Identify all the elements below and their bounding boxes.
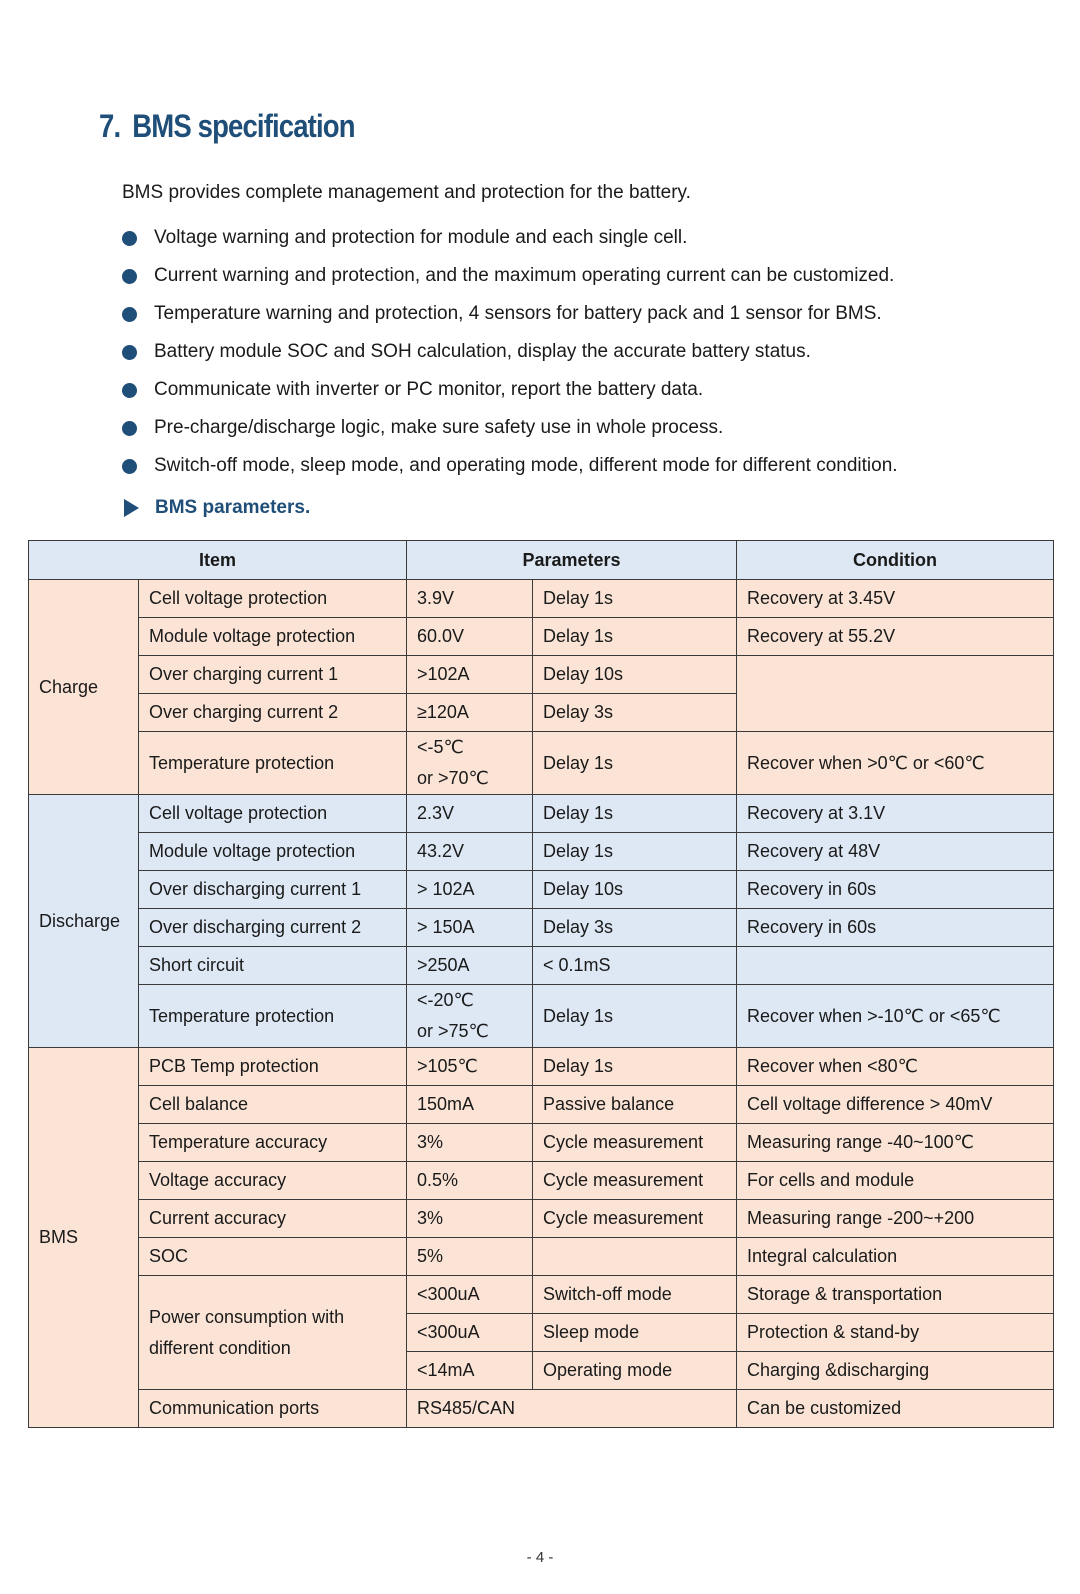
table-row: Temperature accuracy 3% Cycle measurement Measuring range -40~100℃ [29,1124,1054,1162]
section-title-text: BMS specification [132,108,355,144]
triangle-right-icon [124,499,139,517]
table-row: Short circuit >250A < 0.1mS [29,947,1054,985]
table-row: Discharge Cell voltage protection 2.3V Delay 1s Recovery at 3.1V [29,795,1054,833]
table-row: Communication ports RS485/CAN Can be customized [29,1390,1054,1428]
table-row: Over discharging current 1 > 102A Delay 10s Recovery in 60s [29,871,1054,909]
table-row: Over discharging current 2 > 150A Delay 3s Recovery in 60s [29,909,1054,947]
feature-item: Voltage warning and protection for module and each single cell. [122,219,898,257]
feature-item: Temperature warning and protection, 4 sensors for battery pack and 1 sensor for BMS. [122,295,898,333]
table-row: Module voltage protection 60.0V Delay 1s Recovery at 55.2V [29,618,1054,656]
feature-item: Communicate with inverter or PC monitor, report the battery data. [122,371,898,409]
group-discharge: Discharge [29,795,139,1048]
bullet-icon [122,307,137,322]
table-row: Cell balance 150mA Passive balance Cell voltage difference > 40mV [29,1086,1054,1124]
feature-item: Pre-charge/discharge logic, make sure safety use in whole process. [122,409,898,447]
feature-item: Current warning and protection, and the maximum operating current can be customized. [122,257,898,295]
table-row: Voltage accuracy 0.5% Cycle measurement For cells and module [29,1162,1054,1200]
bullet-icon [122,421,137,436]
table-row: Over charging current 1 >102A Delay 10s [29,656,1054,694]
feature-item: Battery module SOC and SOH calculation, display the accurate battery status. [122,333,898,371]
table-row: Temperature protection <-20℃ or >75℃ Delay 1s Recover when >-10℃ or <65℃ [29,985,1054,1048]
table-row: <300uA Sleep mode Protection & stand-by [29,1314,1054,1352]
bullet-icon [122,231,137,246]
page-number: - 4 - [526,1549,554,1566]
table-row: Charge Cell voltage protection 3.9V Delay 1s Recovery at 3.45V [29,580,1054,618]
header-parameters: Parameters [407,541,737,580]
group-charge: Charge [29,580,139,795]
bullet-icon [122,269,137,284]
bms-parameters-table [28,540,1054,1428]
header-condition: Condition [737,541,1054,580]
table-row: SOC 5% Integral calculation [29,1238,1054,1276]
table-row: <14mA Operating mode Charging &discharging [29,1352,1054,1390]
bullet-icon [122,345,137,360]
group-bms: BMS [29,1048,139,1428]
table-row: Power consumption with different condition <300uA Switch-off mode Storage & transportation [29,1276,1054,1314]
intro-text: BMS provides complete management and protection for the battery. [122,182,691,203]
power-consumption-item: Power consumption with different condition [139,1276,407,1390]
table-header-row [29,541,1054,580]
subheading: BMS parameters. [124,497,310,519]
feature-list [122,219,898,485]
table-row: Module voltage protection 43.2V Delay 1s Recovery at 48V [29,833,1054,871]
section-number: 7. [99,108,121,144]
table-row: Over charging current 2 ≥120A Delay 3s [29,694,1054,732]
bullet-icon [122,459,137,474]
bullet-icon [122,383,137,398]
section-title [99,108,355,145]
table-row: Current accuracy 3% Cycle measurement Measuring range -200~+200 [29,1200,1054,1238]
feature-item: Switch-off mode, sleep mode, and operating mode, different mode for different condition. [122,447,898,485]
table-row: BMS PCB Temp protection >105℃ Delay 1s Recover when <80℃ [29,1048,1054,1086]
table-row: Temperature protection <-5℃ or >70℃ Delay 1s Recover when >0℃ or <60℃ [29,732,1054,795]
header-item: Item [29,541,407,580]
